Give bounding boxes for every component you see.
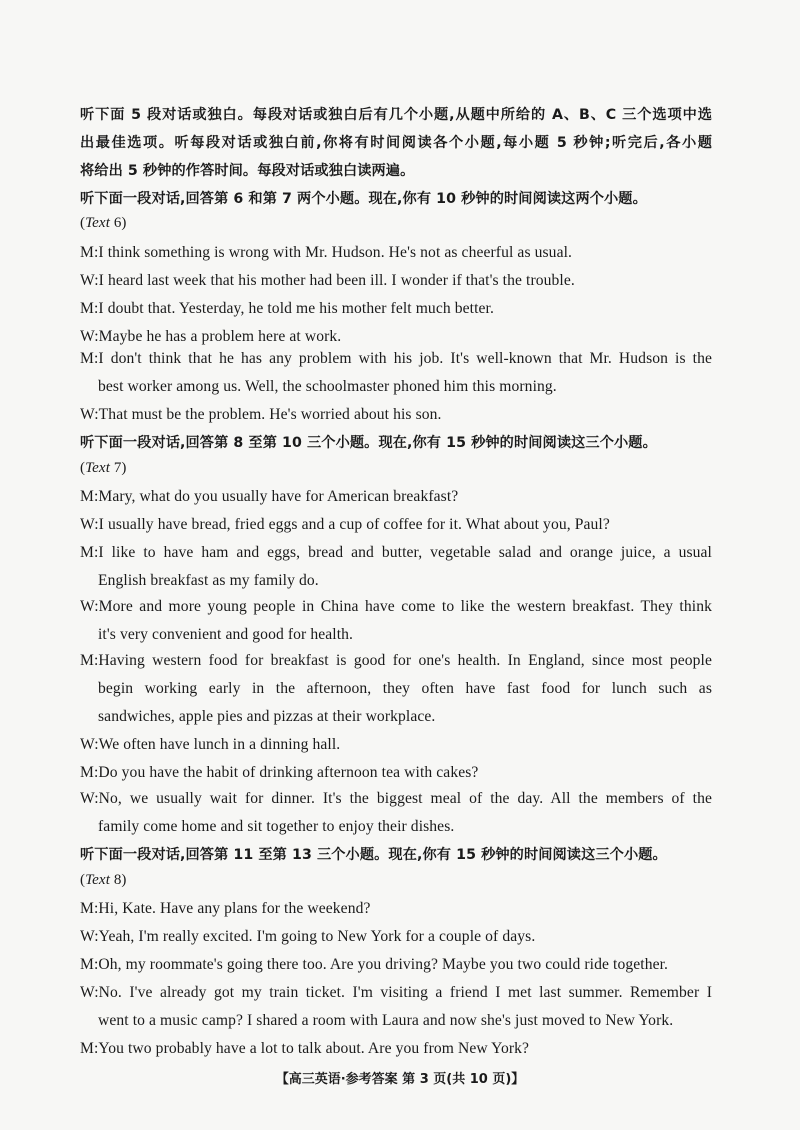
instructions-line-2: 出最佳选项。听每段对话或独白前,你将有时间阅读各个小题,每小题 5 秒钟;听完后,各小题 bbox=[80, 135, 712, 151]
text6-line-7: W:That must be the problem. He's worried about his son. bbox=[80, 406, 442, 423]
text7-line-9: sandwiches, apple pies and pizzas at their workplace. bbox=[98, 708, 436, 725]
text7-line-10: W:We often have lunch in a dinning hall. bbox=[80, 736, 341, 753]
text6-line-2: W:I heard last week that his mother had been ill. I wonder if that's the trouble. bbox=[80, 272, 575, 289]
text7-line-2: W:I usually have bread, fried eggs and a cup of coffee for it. What about you, Paul? bbox=[80, 516, 610, 533]
text7-line-11: M:Do you have the habit of drinking afternoon tea with cakes? bbox=[80, 764, 479, 781]
text6-line-3: M:I doubt that. Yesterday, he told me his mother felt much better. bbox=[80, 300, 494, 317]
text7-line-7: M:Having western food for breakfast is good for one's health. In England, since most people bbox=[80, 652, 712, 669]
text8-line-3: M:Oh, my roommate's going there too. Are you driving? Maybe you two could ride together. bbox=[80, 956, 669, 973]
text6-line-5: M:I don't think that he has any problem with his job. It's well-known that Mr. Hudson is the bbox=[80, 350, 712, 367]
text6-label: (Text 6) bbox=[80, 215, 127, 231]
instructions-line-3: 将给出 5 秒钟的作答时间。每段对话或独白读两遍。 bbox=[80, 163, 415, 179]
text7-label: (Text 7) bbox=[80, 460, 127, 476]
text7-line-8: begin working early in the afternoon, they often have fast food for lunch such as bbox=[98, 680, 712, 697]
instructions-line-1: 听下面 5 段对话或独白。每段对话或独白后有几个小题,从题中所给的 A、B、C 三个选项中选 bbox=[80, 107, 712, 123]
text7-line-4: English breakfast as my family do. bbox=[98, 572, 319, 589]
text8-prompt: 听下面一段对话,回答第 11 至第 13 三个小题。现在,你有 15 秒钟的时间阅读这三个小题。 bbox=[80, 847, 667, 863]
text8-label: (Text 8) bbox=[80, 872, 127, 888]
text7-line-13: family come home and sit together to enjoy their dishes. bbox=[98, 818, 455, 835]
text8-line-6: M:You two probably have a lot to talk about. Are you from New York? bbox=[80, 1040, 530, 1057]
text7-line-6: it's very convenient and good for health. bbox=[98, 626, 354, 643]
text7-line-5: W:More and more young people in China have come to like the western breakfast. They think bbox=[80, 598, 712, 615]
text8-line-4: W:No. I've already got my train ticket. I'm visiting a friend I met last summer. Remember I bbox=[80, 984, 712, 1001]
text7-line-3: M:I like to have ham and eggs, bread and butter, vegetable salad and orange juice, a usual bbox=[80, 544, 712, 561]
text6-line-1: M:I think something is wrong with Mr. Hudson. He's not as cheerful as usual. bbox=[80, 244, 573, 261]
text8-line-5: went to a music camp? I shared a room with Laura and now she's just moved to New York. bbox=[98, 1012, 674, 1029]
text8-line-2: W:Yeah, I'm really excited. I'm going to New York for a couple of days. bbox=[80, 928, 536, 945]
text7-line-12: W:No, we usually wait for dinner. It's the biggest meal of the day. All the members of the bbox=[80, 790, 712, 807]
text7-line-1: M:Mary, what do you usually have for American breakfast? bbox=[80, 488, 459, 505]
text6-line-4: W:Maybe he has a problem here at work. bbox=[80, 328, 342, 345]
text8-line-1: M:Hi, Kate. Have any plans for the weekend? bbox=[80, 900, 371, 917]
text6-line-6: best worker among us. Well, the schoolmaster phoned him this morning. bbox=[98, 378, 557, 395]
text7-prompt: 听下面一段对话,回答第 8 至第 10 三个小题。现在,你有 15 秒钟的时间阅读这三个小题。 bbox=[80, 435, 657, 451]
page-footer: 【高三英语·参考答案 第 3 页(共 10 页)】 bbox=[275, 1072, 525, 1087]
text6-prompt: 听下面一段对话,回答第 6 和第 7 两个小题。现在,你有 10 秒钟的时间阅读这两个小题。 bbox=[80, 191, 647, 207]
